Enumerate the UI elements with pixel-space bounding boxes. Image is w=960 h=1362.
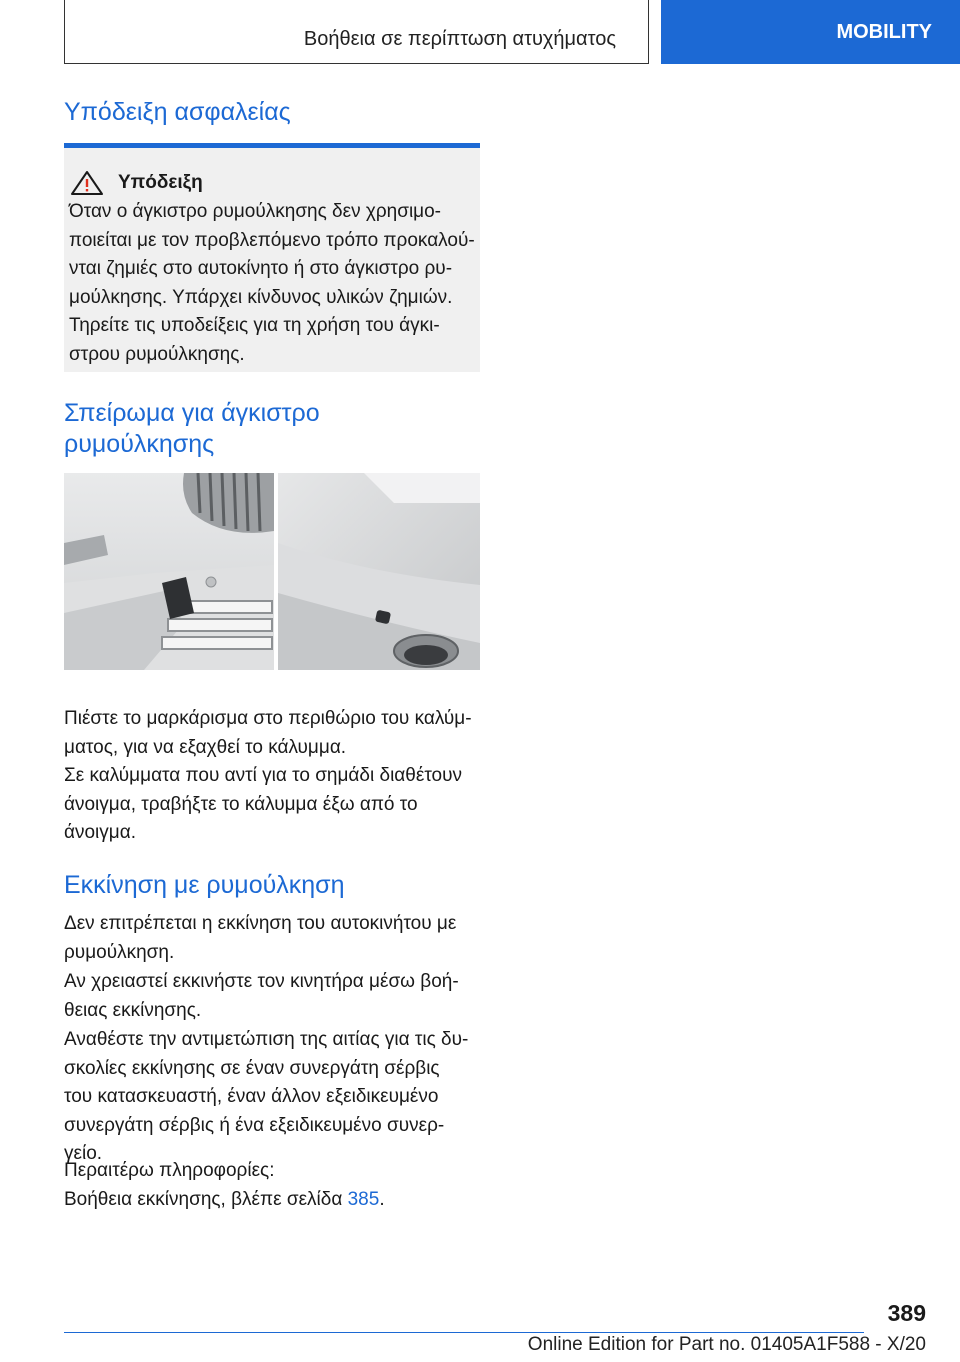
warning-title: Υπόδειξη — [118, 172, 203, 193]
text-line: Δεν επιτρέπεται η εκκίνηση του αυτοκινήτου με — [64, 913, 457, 934]
tow-hook-cover-illustration — [64, 473, 480, 670]
tow-start-heading: Εκκίνηση με ρυμούλκηση — [64, 871, 345, 899]
paragraph — [64, 1026, 482, 1169]
thread-heading — [64, 398, 320, 460]
warning-line: ποιείται με τον προβλεπόμενο τρόπο προκαλού- — [69, 229, 475, 251]
text-line: άνοιγμα. — [64, 822, 136, 843]
paragraph — [64, 968, 482, 1025]
text-line: άνοιγμα, τραβήξτε το κάλυμμα έξω από το — [64, 793, 418, 815]
text-line: θειας εκκίνησης. — [64, 999, 202, 1021]
edition-footer: Online Edition for Part no. 01405A1F588 - X/20 — [527, 1334, 926, 1355]
warning-line: Όταν ο άγκιστρο ρυμούλκησης δεν χρησιμο- — [69, 201, 442, 222]
warning-triangle-icon — [70, 170, 104, 196]
paragraph — [64, 762, 482, 848]
section-title: Βοήθεια σε περίπτωση ατυχήματος — [303, 28, 616, 50]
page-number: 389 — [887, 1300, 926, 1326]
safety-heading: Υπόδειξη ασφαλείας — [64, 98, 291, 126]
reference-end: . — [379, 1189, 385, 1210]
text-line: Αν χρειαστεί εκκινήστε τον κινητήρα μέσω βοή- — [64, 971, 459, 992]
warning-line: μούλκησης. Υπάρχει κίνδυνος υλικών ζημιών. — [69, 286, 453, 308]
paragraph — [64, 705, 482, 762]
text-line: γείο. — [64, 1143, 103, 1164]
more-info-label: Περαιτέρω πληροφορίες: — [64, 1160, 275, 1181]
text-line: Αναθέστε την αντιμετώπιση της αιτίας για τις δυ- — [64, 1029, 469, 1050]
footer-divider — [64, 1332, 864, 1333]
text-line: ματος, για να εξαχθεί το κάλυμμα. — [64, 736, 347, 758]
thread-heading-line: ρυμούλκησης — [64, 430, 215, 458]
warning-title-row — [64, 170, 480, 196]
text-line: Πιέστε το μαρκάρισμα στο περιθώριο του καλύμ- — [64, 708, 472, 729]
text-line: σκολίες εκκίνησης σε έναν συνεργάτη σέρβις — [64, 1057, 440, 1079]
page-link-385[interactable]: 385 — [347, 1189, 380, 1210]
tab-label: MOBILITY — [836, 20, 932, 43]
tab-mobility[interactable] — [661, 0, 960, 64]
reference-text: Βοήθεια εκκίνησης, βλέπε σελίδα — [64, 1189, 348, 1210]
thread-heading-line: Σπείρωμα για άγκιστρο — [64, 399, 320, 427]
header-frame — [64, 0, 649, 64]
warning-text — [69, 198, 479, 369]
warning-line: νται ζημιές στο αυτοκίνητο ή στο άγκιστρο ρυ- — [69, 258, 453, 279]
warning-line: στρου ρυμούλκησης. — [69, 343, 245, 365]
cross-reference — [64, 1186, 482, 1215]
text-line: Σε καλύμματα που αντί για το σημάδι διαθέτουν — [64, 765, 463, 786]
text-line: ρυμούλκηση. — [64, 941, 175, 963]
paragraph — [64, 910, 482, 967]
text-line: συνεργάτη σέρβις ή ένα εξειδικευμένο συνερ- — [64, 1114, 445, 1136]
text-line: του κατασκευαστή, έναν άλλον εξειδικευμένο — [64, 1086, 439, 1107]
warning-line: Τηρείτε τις υποδείξεις για τη χρήση του άγκι- — [69, 315, 440, 336]
